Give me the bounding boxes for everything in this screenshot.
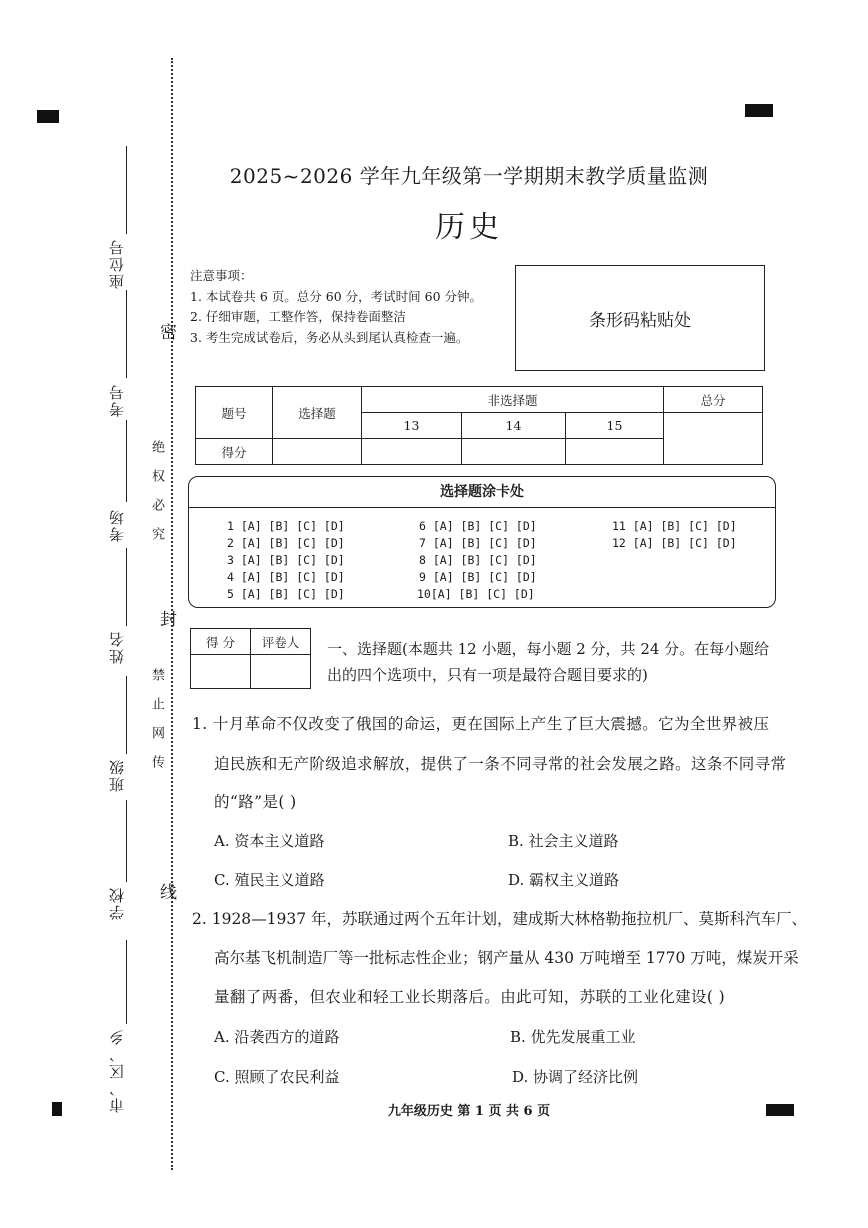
item-label-cell: 题号	[196, 387, 273, 439]
barcode-label: 条形码粘贴处	[589, 310, 691, 331]
q15-score-cell[interactable]	[566, 439, 664, 465]
answer-card	[188, 476, 776, 608]
name-line[interactable]	[126, 548, 127, 626]
class-label: 班级	[108, 758, 126, 792]
choice-label-cell: 选择题	[273, 387, 362, 439]
answer-row[interactable]: 6 [A] [B] [C] [D]	[419, 519, 537, 533]
grader-score-cell[interactable]	[191, 655, 251, 689]
q2-line1: 2. 1928—1937 年，苏联通过两个五年计划，建成斯大林格勒拖拉机厂、莫斯科汽车厂、	[192, 910, 808, 928]
grader-name-cell[interactable]	[251, 655, 311, 689]
col-14-cell: 14	[462, 413, 566, 439]
col-13-cell: 13	[362, 413, 462, 439]
q13-score-cell[interactable]	[362, 439, 462, 465]
exam-room-label: 考场	[108, 508, 126, 542]
note-item-1: 1. 本试卷共 6 页。总分 60 分，考试时间 60 分钟。	[190, 288, 483, 304]
q1-line3: 的“路”是( )	[214, 793, 297, 811]
registration-mark-top-right	[745, 104, 773, 117]
seal-mid-char: 封	[160, 610, 177, 630]
total-score-cell[interactable]	[664, 413, 763, 465]
score-table	[195, 386, 763, 465]
name-label: 姓名	[108, 630, 126, 664]
seal-lower-text: 禁止网传	[149, 668, 164, 784]
col-15-cell: 15	[566, 413, 664, 439]
q14-score-cell[interactable]	[462, 439, 566, 465]
q1-option-a[interactable]: A. 资本主义道路	[214, 832, 325, 850]
exam-no-label: 考号	[108, 383, 126, 417]
note-item-2: 2. 仔细审题，工整作答，保持卷面整洁	[190, 309, 406, 324]
answer-row[interactable]: 8 [A] [B] [C] [D]	[419, 553, 537, 567]
q2-option-b[interactable]: B. 优先发展重工业	[510, 1028, 636, 1046]
section1-line2: 出的四个选项中，只有一项是最符合题目要求的)	[327, 666, 648, 684]
q1-option-d[interactable]: D. 霸权主义道路	[508, 871, 620, 889]
q1-line2: 迫民族和无产阶级追求解放，提供了一条不同寻常的社会发展之路。这条不同寻常	[214, 755, 787, 773]
answer-row[interactable]: 4 [A] [B] [C] [D]	[227, 570, 345, 584]
subject-title: 历史	[435, 210, 503, 245]
q2-option-d[interactable]: D. 协调了经济比例	[512, 1068, 639, 1086]
notes-block	[190, 266, 482, 348]
answer-row[interactable]: 3 [A] [B] [C] [D]	[227, 553, 345, 567]
exam-title: 2025~2026 学年九年级第一学期期末教学质量监测	[229, 164, 709, 188]
class-line[interactable]	[126, 676, 127, 754]
choice-score-cell[interactable]	[273, 439, 362, 465]
registration-mark-top-left	[37, 110, 59, 123]
total-label-cell: 总分	[664, 387, 763, 413]
section1-line1: 一、选择题(本题共 12 小题，每小题 2 分，共 24 分。在每小题给	[327, 640, 770, 658]
q2-line2: 高尔基飞机制造厂等一批标志性企业；钢产量从 430 万吨增至 1770 万吨，煤炭开采	[214, 949, 799, 967]
grader-table	[190, 628, 311, 689]
answer-row[interactable]: 7 [A] [B] [C] [D]	[419, 536, 537, 550]
district-label: 市、区、乡	[108, 1028, 126, 1113]
note-item-3: 3. 考生完成试卷后，务必从头到尾认真检查一遍。	[190, 329, 469, 345]
seal-upper-text: 绝权必究	[149, 440, 164, 556]
q1-line1: 1. 十月革命不仅改变了俄国的命运，更在国际上产生了巨大震撼。它为全世界被压	[192, 715, 770, 733]
exam-room-line[interactable]	[126, 420, 127, 502]
seat-label: 座位号	[108, 238, 126, 289]
barcode-area[interactable]	[515, 265, 765, 371]
q2-option-a[interactable]: A. 沿袭西方的道路	[214, 1028, 340, 1046]
answer-row[interactable]: 12 [A] [B] [C] [D]	[612, 536, 737, 550]
nonchoice-label-cell: 非选择题	[362, 387, 664, 413]
answer-row[interactable]: 11 [A] [B] [C] [D]	[612, 519, 737, 533]
q1-option-c[interactable]: C. 殖民主义道路	[214, 871, 325, 889]
seal-bottom-char: 线	[160, 883, 177, 903]
school-label: 学校	[108, 886, 126, 920]
answer-row[interactable]: 1 [A] [B] [C] [D]	[227, 519, 345, 533]
grader-name-label: 评卷人	[251, 629, 311, 655]
score-label-cell: 得分	[196, 439, 273, 465]
exam-no-line[interactable]	[126, 290, 127, 378]
answer-row[interactable]: 5 [A] [B] [C] [D]	[227, 587, 345, 601]
answer-row[interactable]: 2 [A] [B] [C] [D]	[227, 536, 345, 550]
q2-option-c[interactable]: C. 照顾了农民利益	[214, 1068, 340, 1086]
page-footer: 九年级历史 第 1 页 共 6 页	[387, 1104, 551, 1119]
q1-option-b[interactable]: B. 社会主义道路	[508, 832, 619, 850]
grader-score-label: 得 分	[191, 629, 251, 655]
q2-line3: 量翻了两番，但农业和轻工业长期落后。由此可知，苏联的工业化建设( )	[214, 988, 726, 1006]
district-line[interactable]	[126, 940, 127, 1024]
seal-top-char: 密	[160, 323, 177, 343]
answer-row[interactable]: 9 [A] [B] [C] [D]	[419, 570, 537, 584]
school-line[interactable]	[126, 800, 127, 882]
answer-card-title: 选择题涂卡处	[189, 477, 775, 508]
notes-heading: 注意事项：	[190, 268, 253, 283]
answer-row[interactable]: 10[A] [B] [C] [D]	[417, 587, 535, 601]
